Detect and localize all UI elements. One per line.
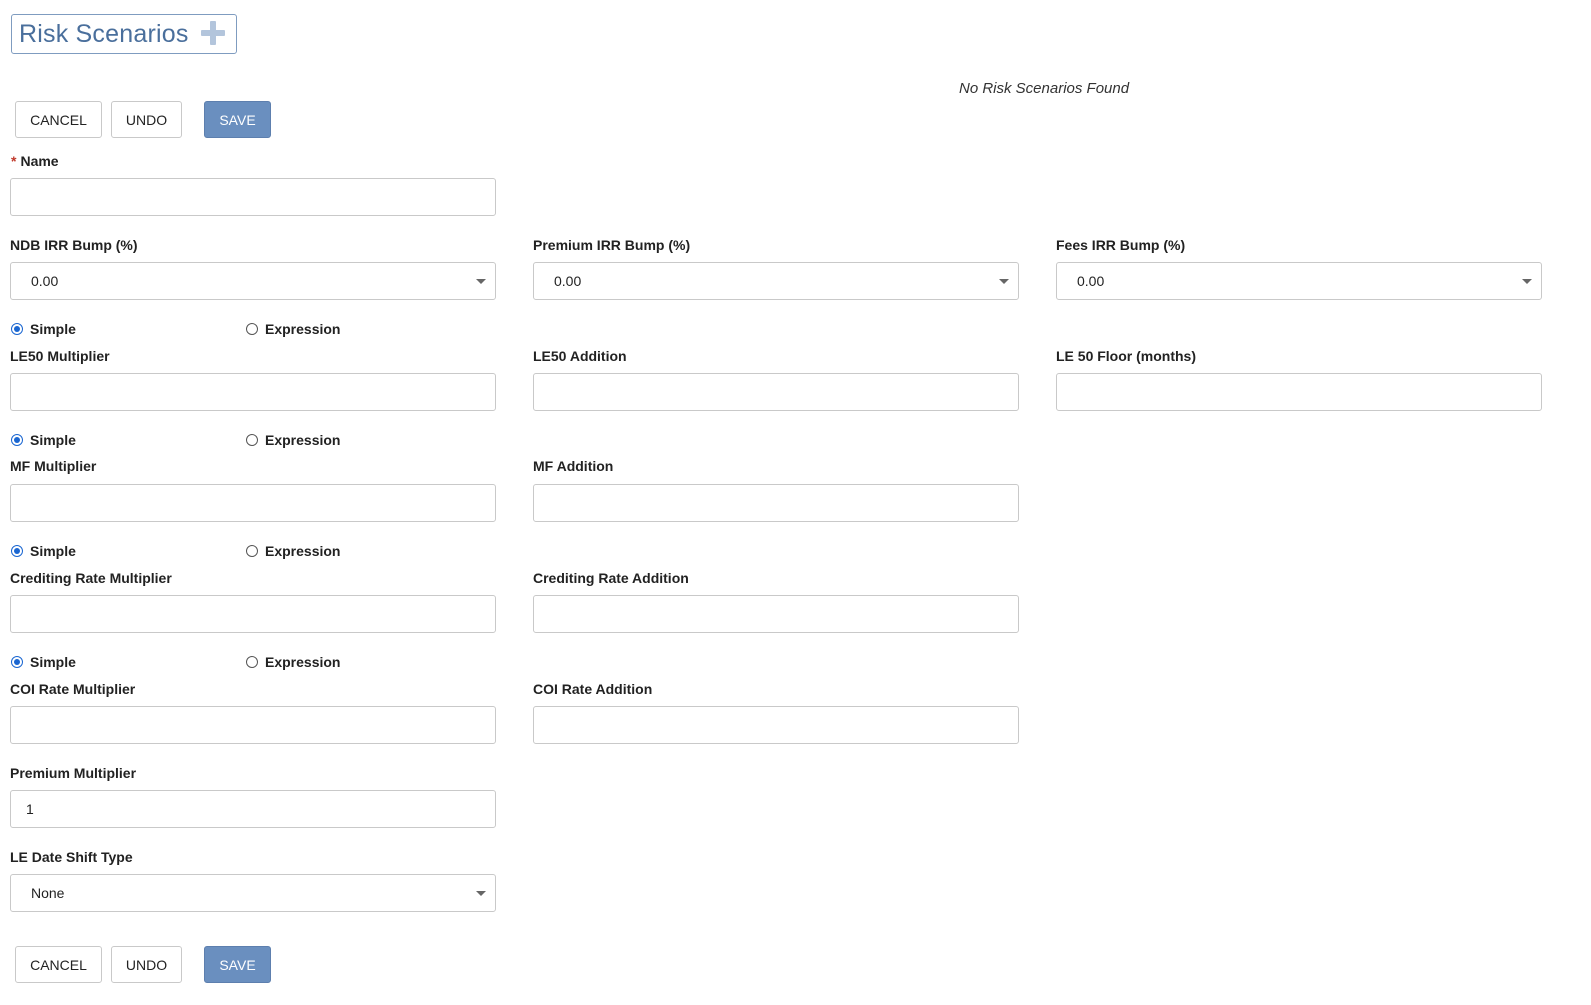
chevron-down-icon — [476, 891, 486, 896]
crediting-rate-multiplier-input[interactable] — [10, 595, 496, 633]
save-button-bottom[interactable]: SAVE — [204, 946, 271, 983]
mf-simple-radio[interactable]: Simple — [11, 432, 76, 448]
premium-multiplier-label: Premium Multiplier — [10, 765, 137, 781]
premium-irr-bump-value: 0.00 — [554, 273, 582, 289]
crediting-rate-addition-input[interactable] — [533, 595, 1019, 633]
chevron-down-icon — [476, 279, 486, 284]
coi-rate-multiplier-label: COI Rate Multiplier — [10, 681, 136, 697]
le50-simple-radio[interactable]: Simple — [11, 321, 76, 337]
radio-unchecked-icon — [246, 323, 258, 335]
le50-floor-input[interactable] — [1056, 373, 1542, 411]
mf-expression-radio[interactable]: Expression — [246, 432, 340, 448]
radio-unchecked-icon — [246, 656, 258, 668]
le50-expression-radio[interactable]: Expression — [246, 321, 340, 337]
mf-multiplier-input[interactable] — [10, 484, 496, 522]
crediting-rate-multiplier-label: Crediting Rate Multiplier — [10, 570, 172, 586]
cancel-button-bottom[interactable]: CANCEL — [15, 946, 102, 983]
mf-addition-input[interactable] — [533, 484, 1019, 522]
ndb-irr-bump-value: 0.00 — [31, 273, 59, 289]
le50-multiplier-label: LE50 Multiplier — [10, 348, 110, 364]
le50-multiplier-input[interactable] — [10, 373, 496, 411]
le-date-shift-type-label: LE Date Shift Type — [10, 849, 133, 865]
crediting-rate-addition-label: Crediting Rate Addition — [533, 570, 689, 586]
name-label: * Name — [11, 153, 59, 169]
premium-irr-bump-label: Premium IRR Bump (%) — [533, 237, 691, 253]
radio-unchecked-icon — [246, 545, 258, 557]
page-title: Risk Scenarios — [19, 19, 189, 48]
undo-button[interactable]: UNDO — [111, 101, 182, 138]
page-title-box — [11, 14, 237, 54]
mf-multiplier-label: MF Multiplier — [10, 458, 97, 474]
coi-rate-simple-radio[interactable]: Simple — [11, 654, 76, 670]
save-button[interactable]: SAVE — [204, 101, 271, 138]
coi-rate-multiplier-input[interactable] — [10, 706, 496, 744]
premium-multiplier-input[interactable]: 1 — [10, 790, 496, 828]
le50-addition-input[interactable] — [533, 373, 1019, 411]
fees-irr-bump-select[interactable] — [1056, 262, 1542, 300]
radio-unchecked-icon — [246, 434, 258, 446]
ndb-irr-bump-select[interactable] — [10, 262, 496, 300]
fees-irr-bump-label: Fees IRR Bump (%) — [1056, 237, 1186, 253]
chevron-down-icon — [999, 279, 1009, 284]
le50-floor-label: LE 50 Floor (months) — [1056, 348, 1196, 364]
mf-addition-label: MF Addition — [533, 458, 614, 474]
required-marker: * — [11, 153, 17, 169]
crediting-rate-simple-radio[interactable]: Simple — [11, 543, 76, 559]
radio-checked-icon — [11, 545, 23, 557]
empty-message: No Risk Scenarios Found — [959, 80, 1130, 97]
coi-rate-addition-label: COI Rate Addition — [533, 681, 653, 697]
name-input[interactable] — [10, 178, 496, 216]
undo-button-bottom[interactable]: UNDO — [111, 946, 182, 983]
premium-irr-bump-select[interactable] — [533, 262, 1019, 300]
radio-checked-icon — [11, 656, 23, 668]
le-date-shift-type-select[interactable] — [10, 874, 496, 912]
radio-checked-icon — [11, 323, 23, 335]
le50-addition-label: LE50 Addition — [533, 348, 627, 364]
fees-irr-bump-value: 0.00 — [1077, 273, 1105, 289]
radio-checked-icon — [11, 434, 23, 446]
crediting-rate-expression-radio[interactable]: Expression — [246, 543, 340, 559]
ndb-irr-bump-label: NDB IRR Bump (%) — [10, 237, 138, 253]
coi-rate-addition-input[interactable] — [533, 706, 1019, 744]
cancel-button[interactable]: CANCEL — [15, 101, 102, 138]
plus-icon[interactable] — [201, 21, 225, 45]
coi-rate-expression-radio[interactable]: Expression — [246, 654, 340, 670]
le-date-shift-type-value: None — [31, 885, 65, 901]
chevron-down-icon — [1522, 279, 1532, 284]
